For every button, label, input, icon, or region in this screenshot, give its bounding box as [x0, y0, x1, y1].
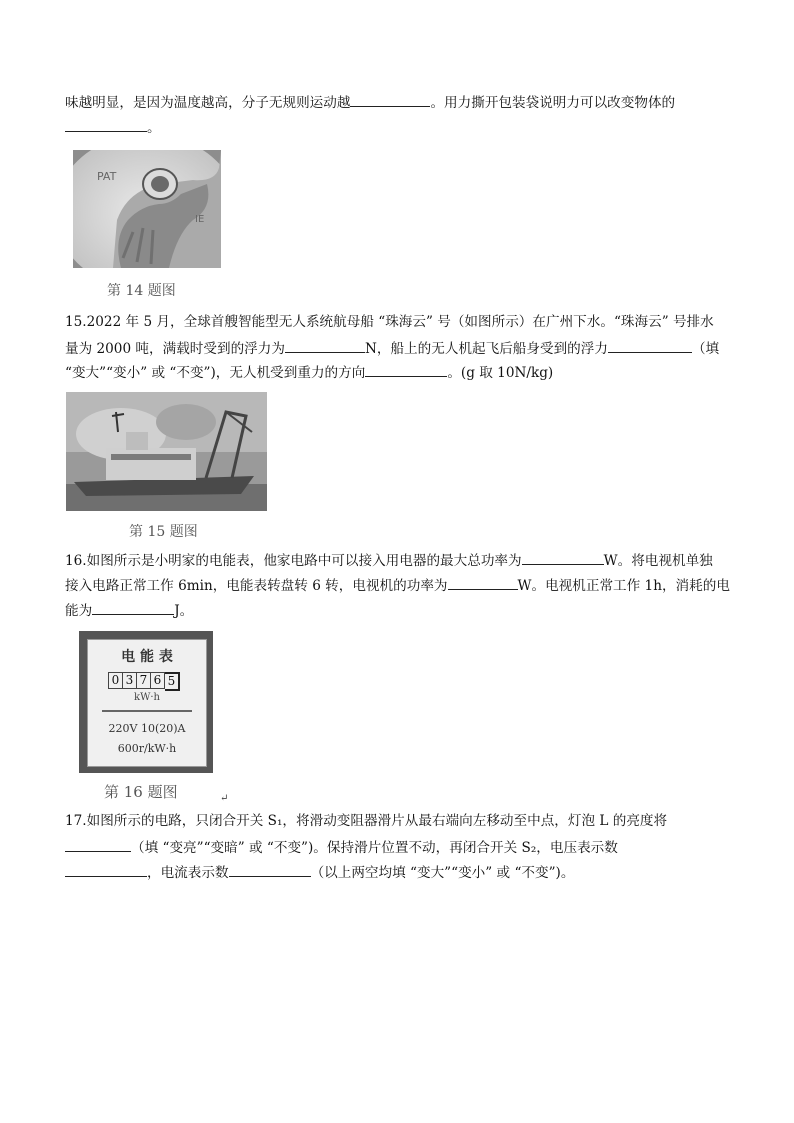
stray-return-mark: ↵ [220, 793, 229, 804]
meter-disc-window [102, 710, 192, 712]
q14-line-1: 味越明显，是因为温度越高，分子无规则运动越 。用力撕开包装袋说明力可以改变物体的 [65, 92, 675, 112]
meter-digit: 3 [123, 672, 137, 689]
q16-caption: 第 16 题图 [104, 783, 178, 801]
meter-rating: 220V 10(20)A [108, 722, 186, 735]
answer-blank[interactable] [608, 338, 692, 353]
q15-photo [66, 392, 267, 511]
q17-line-3: ，电流表示数 （以上两空均填 “变大”“变小” 或 “不变”)。 [65, 862, 574, 882]
answer-blank[interactable] [65, 117, 147, 132]
q16-line-3: 能为 J。 [65, 600, 193, 620]
q14-caption: 第 14 题图 [107, 283, 176, 299]
q15-line-1: 15.2022 年 5 月，全球首艘智能型无人系统航母船 “珠海云” 号（如图所示）在广州下水。“珠海云” 号排水 [65, 314, 714, 330]
q15-caption: 第 15 题图 [129, 524, 198, 540]
meter-counter [108, 672, 180, 691]
answer-blank[interactable] [229, 862, 311, 877]
q16-line-1: 16.如图所示是小明家的电能表，他家电路中可以接入用电器的最大总功率为 W。将电视机单独 [65, 550, 713, 570]
meter-face [87, 639, 207, 767]
svg-text:IE: IE [195, 214, 205, 225]
answer-blank[interactable] [65, 837, 131, 852]
answer-blank[interactable] [350, 92, 430, 107]
svg-text:PAT: PAT [97, 170, 117, 183]
q15-line-2: 量为 2000 吨，满载时受到的浮力为 N，船上的无人机起飞后船身受到的浮力 （填 [65, 338, 719, 358]
q17-line-2: （填 “变亮”“变暗” 或 “不变”)。保持滑片位置不动，再闭合开关 S₂，电压表示数 [65, 837, 618, 857]
q15-line-3: “变大”“变小” 或 “不变”)，无人机受到重力的方向 。(g 取 10N/kg) [65, 362, 553, 382]
electric-meter-photo [79, 631, 213, 773]
q17-line-1: 17.如图所示的电路，只闭合开关 S₁，将滑动变阻器滑片从最右端向左移动至中点，灯泡 L 的亮度将 [65, 813, 668, 829]
meter-unit: kW·h [134, 692, 160, 703]
q16-line-2: 接入电路正常工作 6min，电能表转盘转 6 转，电视机的功率为 W。电视机正常工作 1h，消耗的电 [65, 575, 730, 595]
q14-line-2: 。 [65, 117, 161, 137]
answer-blank[interactable] [448, 575, 518, 590]
meter-title: 电 能 表 [121, 649, 173, 665]
q14-photo [73, 150, 221, 268]
meter-digit: 6 [151, 672, 165, 689]
answer-blank[interactable] [92, 600, 174, 615]
meter-digit: 5 [165, 672, 180, 691]
answer-blank[interactable] [285, 338, 365, 353]
meter-constant: 600r/kW·h [117, 742, 177, 755]
answer-blank[interactable] [522, 550, 604, 565]
meter-digit: 0 [108, 672, 123, 689]
answer-blank[interactable] [65, 862, 147, 877]
answer-blank[interactable] [365, 362, 447, 377]
meter-digit: 7 [137, 672, 151, 689]
